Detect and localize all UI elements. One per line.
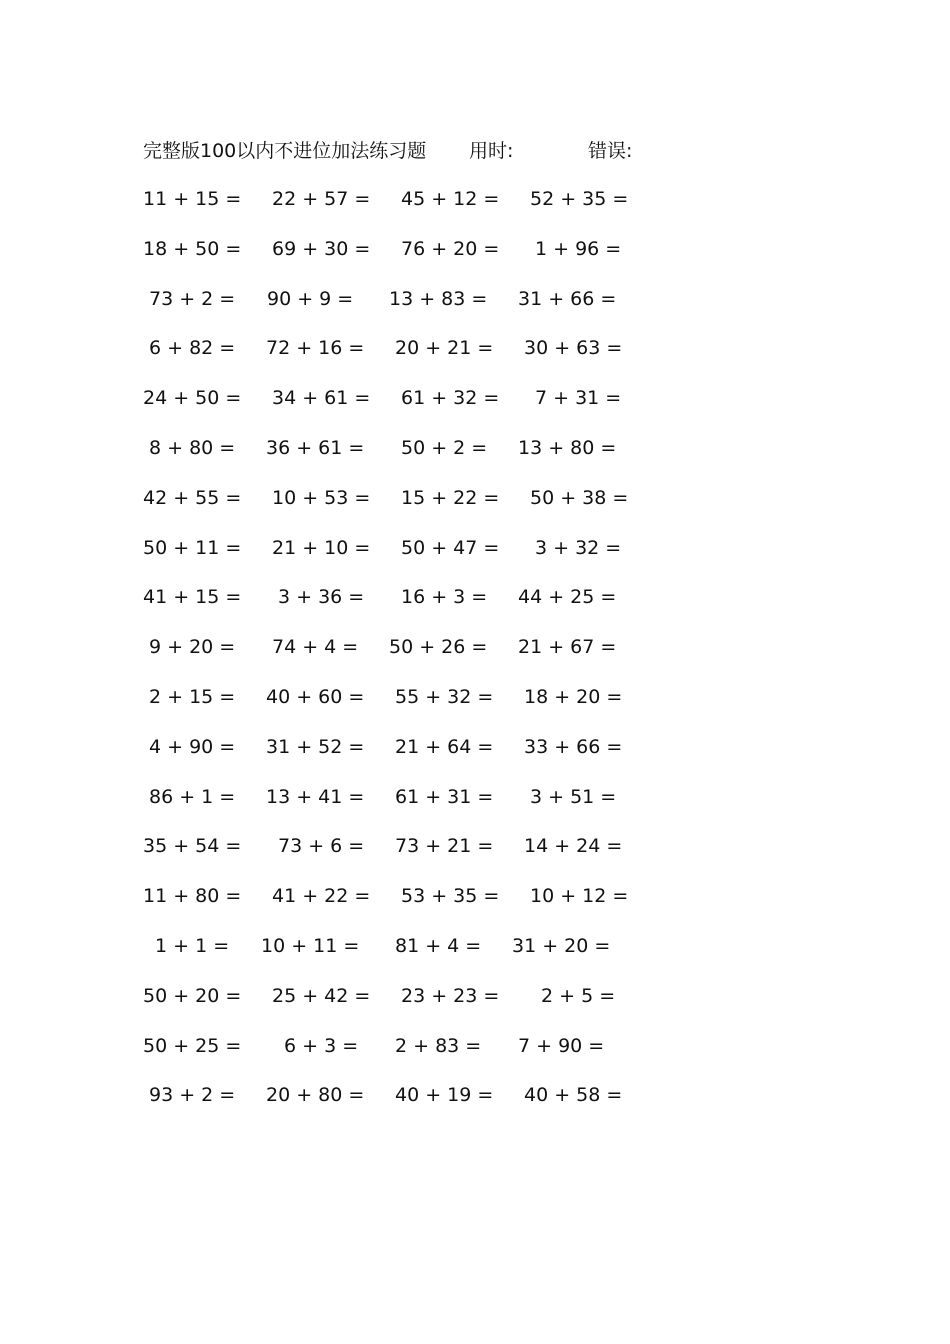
- addition-problem: 76 + 20 =: [401, 237, 500, 260]
- addition-problem: 50 + 25 =: [143, 1034, 242, 1057]
- addition-problem: 50 + 47 =: [401, 536, 500, 559]
- addition-problem: 30 + 63 =: [524, 337, 623, 360]
- problem-row: [143, 1080, 663, 1130]
- addition-problem: 50 + 38 =: [530, 486, 629, 509]
- problem-row: [143, 981, 663, 1031]
- addition-problem: 31 + 20 =: [512, 934, 611, 957]
- addition-problem: 90 + 9 =: [267, 287, 354, 310]
- addition-problem: 20 + 80 =: [266, 1084, 365, 1107]
- addition-problem: 10 + 12 =: [530, 885, 629, 908]
- problem-grid: [143, 184, 663, 1130]
- addition-problem: 74 + 4 =: [272, 636, 359, 659]
- addition-problem: 50 + 11 =: [143, 536, 242, 559]
- addition-problem: 50 + 26 =: [389, 636, 488, 659]
- addition-problem: 40 + 58 =: [524, 1084, 623, 1107]
- problem-row: [143, 533, 663, 583]
- problem-row: [143, 881, 663, 931]
- problem-row: [143, 383, 663, 433]
- addition-problem: 2 + 83 =: [395, 1034, 482, 1057]
- addition-problem: 55 + 32 =: [395, 685, 494, 708]
- problem-row: [143, 632, 663, 682]
- addition-problem: 36 + 61 =: [266, 436, 365, 459]
- addition-problem: 72 + 16 =: [266, 337, 365, 360]
- addition-problem: 6 + 3 =: [284, 1034, 359, 1057]
- addition-problem: 3 + 36 =: [278, 586, 365, 609]
- addition-problem: 16 + 3 =: [401, 586, 488, 609]
- addition-problem: 42 + 55 =: [143, 486, 242, 509]
- problem-row: [143, 184, 663, 234]
- addition-problem: 52 + 35 =: [530, 188, 629, 210]
- addition-problem: 21 + 10 =: [272, 536, 371, 559]
- addition-problem: 7 + 90 =: [518, 1034, 605, 1057]
- addition-problem: 73 + 21 =: [395, 835, 494, 858]
- worksheet-header: [143, 136, 703, 166]
- addition-problem: 61 + 32 =: [401, 387, 500, 410]
- problem-row: [143, 931, 663, 981]
- addition-problem: 40 + 60 =: [266, 685, 365, 708]
- addition-problem: 15 + 22 =: [401, 486, 500, 509]
- addition-problem: 23 + 23 =: [401, 984, 500, 1007]
- problem-row: [143, 333, 663, 383]
- problem-row: [143, 732, 663, 782]
- problem-row: [143, 831, 663, 881]
- problem-row: [143, 582, 663, 632]
- addition-problem: 3 + 51 =: [530, 785, 617, 808]
- addition-problem: 1 + 96 =: [535, 237, 622, 260]
- addition-problem: 33 + 66 =: [524, 735, 623, 758]
- addition-problem: 31 + 66 =: [518, 287, 617, 310]
- addition-problem: 86 + 1 =: [149, 785, 236, 808]
- problem-row: [143, 234, 663, 284]
- addition-problem: 11 + 80 =: [143, 885, 242, 908]
- addition-problem: 10 + 11 =: [261, 934, 360, 957]
- addition-problem: 10 + 53 =: [272, 486, 371, 509]
- addition-problem: 81 + 4 =: [395, 934, 482, 957]
- addition-problem: 44 + 25 =: [518, 586, 617, 609]
- addition-problem: 25 + 42 =: [272, 984, 371, 1007]
- problem-row: [143, 483, 663, 533]
- addition-problem: 40 + 19 =: [395, 1084, 494, 1107]
- addition-problem: 3 + 32 =: [535, 536, 622, 559]
- addition-problem: 9 + 20 =: [149, 636, 236, 659]
- addition-problem: 41 + 22 =: [272, 885, 371, 908]
- addition-problem: 13 + 83 =: [389, 287, 488, 310]
- addition-problem: 45 + 12 =: [401, 188, 500, 210]
- addition-problem: 18 + 20 =: [524, 685, 623, 708]
- addition-problem: 50 + 20 =: [143, 984, 242, 1007]
- addition-problem: 13 + 80 =: [518, 436, 617, 459]
- addition-problem: 41 + 15 =: [143, 586, 242, 609]
- addition-problem: 24 + 50 =: [143, 387, 242, 410]
- worksheet-title: 完整版100以内不进位加法练习题: [143, 140, 427, 162]
- addition-problem: 1 + 1 =: [155, 934, 230, 957]
- addition-problem: 35 + 54 =: [143, 835, 242, 858]
- problem-row: [143, 682, 663, 732]
- addition-problem: 4 + 90 =: [149, 735, 236, 758]
- addition-problem: 11 + 15 =: [143, 188, 242, 210]
- addition-problem: 61 + 31 =: [395, 785, 494, 808]
- addition-problem: 8 + 80 =: [149, 436, 236, 459]
- problem-row: [143, 284, 663, 334]
- addition-problem: 2 + 15 =: [149, 685, 236, 708]
- addition-problem: 2 + 5 =: [541, 984, 616, 1007]
- problem-row: [143, 1031, 663, 1081]
- addition-problem: 22 + 57 =: [272, 188, 371, 210]
- addition-problem: 14 + 24 =: [524, 835, 623, 858]
- addition-problem: 20 + 21 =: [395, 337, 494, 360]
- addition-problem: 34 + 61 =: [272, 387, 371, 410]
- addition-problem: 93 + 2 =: [149, 1084, 236, 1107]
- addition-problem: 73 + 6 =: [278, 835, 365, 858]
- addition-problem: 18 + 50 =: [143, 237, 242, 260]
- addition-problem: 13 + 41 =: [266, 785, 365, 808]
- time-used-label: 用时:: [469, 140, 514, 162]
- addition-problem: 31 + 52 =: [266, 735, 365, 758]
- addition-problem: 50 + 2 =: [401, 436, 488, 459]
- error-count-label: 错误:: [588, 140, 633, 162]
- addition-problem: 21 + 67 =: [518, 636, 617, 659]
- addition-problem: 69 + 30 =: [272, 237, 371, 260]
- addition-problem: 73 + 2 =: [149, 287, 236, 310]
- problem-row: [143, 782, 663, 832]
- problem-row: [143, 433, 663, 483]
- addition-problem: 21 + 64 =: [395, 735, 494, 758]
- addition-problem: 6 + 82 =: [149, 337, 236, 360]
- addition-problem: 7 + 31 =: [535, 387, 622, 410]
- addition-problem: 53 + 35 =: [401, 885, 500, 908]
